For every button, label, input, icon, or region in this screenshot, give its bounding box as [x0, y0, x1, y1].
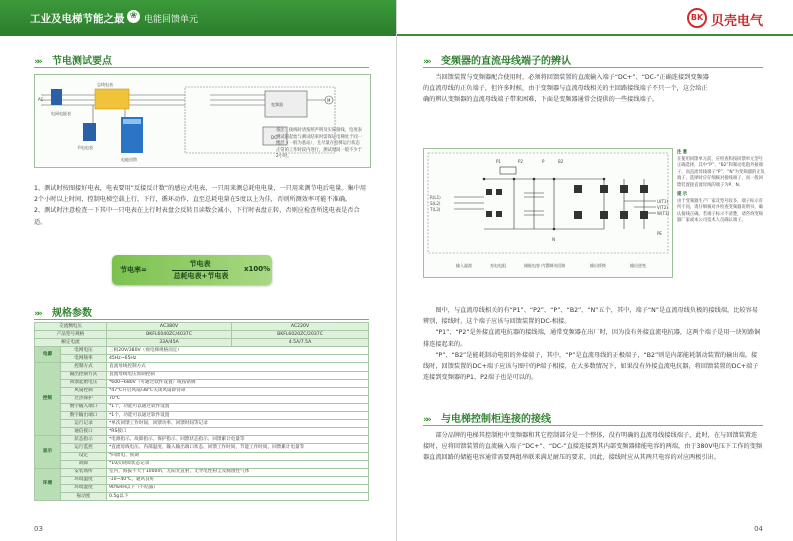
formula-denominator: 总耗电表+节电表	[173, 272, 229, 280]
spec-param-name: 数字输出端口	[61, 412, 107, 420]
spec-value: *电源指示、故障指示、保护指示、回馈状态指示、回馈累计电量等	[107, 436, 369, 444]
spec-param-name: 电网电压	[61, 347, 107, 355]
spec-value: *直流母线电压、内部温度、输入输出端口状态、回馈工作时间、节能工作时间、回馈累计电量等	[107, 444, 369, 452]
spec-header-row	[35, 339, 369, 347]
test-step-1: 1、测试时按图接好电表，电表要用“反接反计数”的感应式电表，一只用来测总耗电电量，一只用来测节电后电量。集中用2个小时以上时间，控制电梯空载上行、下行，循环动作，直至总耗电量在5度以上为佳，否则所测效率可能不准确。	[34, 185, 367, 204]
chevron-icon: »»	[34, 309, 40, 319]
term-p: P	[542, 159, 545, 164]
spec-row	[35, 460, 369, 468]
stage-label: 输入滤波	[456, 263, 472, 268]
spec-value: 0.5g以下	[107, 492, 369, 500]
spec-row	[35, 484, 369, 492]
spec-param-name: 环境湿度	[61, 484, 107, 492]
spec-group: 环境	[35, 468, 61, 500]
section-divider	[34, 319, 369, 320]
terminal-explanation	[423, 305, 763, 383]
figure-note: 备注：接线时请按照声明及实际接线，电度表测试的起始与测试结束时需保证电梯处于同一楼层（一般为基站），且尽量在电梯运行状态正常的工作时段内进行，测试时间一般不少于2小时。	[276, 128, 362, 159]
spec-value: AC220V	[232, 323, 369, 331]
spec-value: *10次故障状态记录	[107, 460, 369, 468]
spec-param-name: 输出控制方式	[61, 371, 107, 379]
term-u: U(T1)	[657, 199, 669, 204]
note-warning: 在使用回馈单元前，应检查和按回馈单元型号正确选择，其中“P”、“B2”和制动电阻外接端子，而直流母线端子“P”、“N”为变频器的正负端子，选择时应仔细核对接线端子，而一般回馈装置接直流母线的端子为P、N。	[677, 156, 765, 188]
spec-param-name: 故障	[61, 460, 107, 468]
label-bus: 总线电表	[97, 82, 113, 87]
spec-value: BKFL6040ZC/4037C	[107, 331, 232, 339]
spec-value: *单次回馈工作时间、回馈功率、回馈时间等记录	[107, 420, 369, 428]
spec-row	[35, 347, 369, 355]
intro-line: 当回馈装置与变频器配合使用时，必须将回馈装置的直流输入端子“DC+”、“DC-”正确连接到变频器	[435, 74, 709, 81]
spec-row	[35, 363, 369, 371]
spec-row	[35, 436, 369, 444]
term-b2: B2	[558, 159, 564, 164]
saving-rate-formula	[112, 255, 272, 285]
spec-row	[35, 371, 369, 379]
spec-param-name: 额定电流	[35, 339, 107, 347]
spec-row	[35, 444, 369, 452]
inverter-circuit-figure	[423, 148, 673, 278]
para-terminals: 图中，与直流母线相关的有“P1”、“P2”、“P”、“B2”、“N”五个，其中，端子“N”是直流母线负极的接线端，比较容易辨别，接线时，这个端子应该与回馈装置的DC-相接。	[423, 307, 758, 326]
para-p-b2: “P”、“B2”是能耗制动电阻的外接端子，其中，“P”是直流母线的正极端子，“B2”则是内部能耗制动装置的输出端。接线时，回馈装置的DC+端子应该与图中的P端子相接，在大多数情况下，如果没有外接直流电抗器，将回馈装置的DC+端子连接到变频器的P1、P2端子也是可以的。	[423, 351, 759, 382]
spec-row	[35, 476, 369, 484]
term-v: V(T2)	[657, 205, 668, 210]
spec-row	[35, 387, 369, 395]
note-title-warning: 注 意	[677, 150, 688, 155]
spec-value: *RS接口	[107, 428, 369, 436]
section-divider	[423, 425, 763, 426]
intro-paragraph	[423, 72, 763, 106]
formula-multiplier: x100%	[244, 265, 271, 273]
spec-param-name: 通信接口	[61, 428, 107, 436]
label-regen: 电能回馈	[121, 157, 137, 162]
brand-logo	[687, 6, 787, 30]
spec-value: AC380V	[107, 323, 232, 331]
spec-param-name: 安装场所	[61, 468, 107, 476]
spec-value: *47℃开启风扇/38℃关闭风扇即待命	[107, 387, 369, 395]
spec-row	[35, 403, 369, 411]
spec-param-name: 电网频率	[61, 355, 107, 363]
section-title-test: »» 节电测试要点	[34, 56, 112, 67]
spec-param-name: 过热保护	[61, 395, 107, 403]
section-title-bus: »» 变频器的直流母线端子的辨认	[423, 56, 571, 67]
inverter-circuit-diagram	[424, 149, 672, 277]
spec-param-name: 运行记录	[61, 420, 107, 428]
test-steps	[34, 183, 369, 228]
spec-param-name: 振动度	[61, 492, 107, 500]
intro-line: 的直流母线的正负端子，但许多时候，由于变频器与直流母线相关的主回路接线端子不只一个，这会给正	[423, 85, 708, 93]
header-title: 工业及电梯节能之最	[30, 13, 125, 25]
spec-param-name: 风扇控制	[61, 387, 107, 395]
header-rule	[397, 34, 793, 36]
spec-group: 显示	[35, 436, 61, 468]
spec-group: 控制	[35, 363, 61, 436]
label-meter-a: 电网电能表	[51, 111, 71, 116]
label-inverter: 变频器	[271, 102, 283, 107]
header-band	[0, 0, 396, 36]
formula-label: 节电率=	[120, 266, 147, 274]
spec-row	[35, 452, 369, 460]
leaf-icon: ❀	[127, 10, 140, 23]
test-step-2: 2、测试时注意检查一下其中一只电表在上行时表盘会反转且读数会减小，下行时表盘正转，否则应检查所选电表是否合适。	[34, 207, 360, 226]
spec-value: *600~680V（可通过软件设置）或按铭牌	[107, 379, 369, 387]
header-subtitle: 电能回馈单元	[144, 15, 199, 25]
page-number-left: 03	[34, 525, 43, 533]
spec-value: *1个，功能可以通过软件设置	[107, 403, 369, 411]
meter-a	[51, 89, 62, 105]
spec-value: *1个，功能可以通过软件设置	[107, 412, 369, 420]
spec-value: -10~40℃，通风良好	[107, 476, 369, 484]
spec-table	[34, 322, 369, 501]
spec-param-name: 交流侧电压	[35, 323, 107, 331]
stage-label: 充电电阻	[490, 263, 506, 268]
stage-label: 输出桥换	[590, 263, 606, 268]
spec-value: 4.5A/7.5A	[232, 339, 369, 347]
term-t: T(L3)	[430, 207, 441, 212]
spec-value: 70℃	[107, 395, 369, 403]
spec-value: *回馈电、预期	[107, 452, 369, 460]
chevron-icon: »»	[423, 57, 429, 67]
spec-row	[35, 468, 369, 476]
spec-row	[35, 379, 369, 387]
stage-label: 储能电容 内置制动回路	[524, 263, 566, 268]
spec-param-name: 数字输入端口	[61, 403, 107, 411]
spec-value: 直流母线控制方式	[107, 363, 369, 371]
spec-group: 电源	[35, 347, 61, 363]
spec-param-name: 运行监控	[61, 444, 107, 452]
spec-value: BKFL6020ZC/2037C	[232, 331, 369, 339]
section-title-spec: »» 规格参数	[34, 308, 92, 319]
spec-param-name: 状态指示	[61, 436, 107, 444]
section-divider	[34, 67, 369, 68]
term-w: W(T3)	[657, 211, 670, 216]
term-p1: P1	[496, 159, 501, 164]
spec-value: 直流母线电压预制控制	[107, 371, 369, 379]
spec-header-row	[35, 323, 369, 331]
page-number-right: 04	[754, 525, 763, 533]
spec-param-name: 设定	[61, 452, 107, 460]
spec-row	[35, 428, 369, 436]
term-s: S(L2)	[430, 201, 441, 206]
side-notes	[677, 150, 765, 225]
label-motor: M	[327, 98, 331, 103]
brand-mark-icon: BK	[687, 8, 707, 28]
spec-param-name: 回馈起始电压	[61, 379, 107, 387]
spec-row	[35, 355, 369, 363]
section-divider	[423, 67, 763, 68]
meter-b	[83, 123, 96, 141]
bus-meter-box	[95, 89, 129, 109]
term-n: N	[552, 237, 555, 242]
label-dc: DC	[271, 135, 277, 140]
spec-row	[35, 420, 369, 428]
para-p1-p2: “P1”、“P2”是外接直流电抗器的接线端，通常变频器在出厂时，因为没有外接直流电抗器，这两个端子是用一块短路铜排连接起来的。	[423, 329, 761, 348]
spec-value: 室内，海拔不大于1000m，无阳光直射，无导电性粉尘及腐蚀性气体	[107, 468, 369, 476]
chevron-icon: »»	[423, 415, 429, 425]
spec-header-row	[35, 331, 369, 339]
spec-value: 三相20V/380V（视电梯规格而定）	[107, 347, 369, 355]
label-meter-b: 节电电表	[77, 145, 93, 150]
term-p2: P2	[518, 159, 523, 164]
elevator-paragraph	[423, 430, 763, 464]
spec-row	[35, 395, 369, 403]
term-pe: PE	[657, 231, 662, 236]
spec-param-name: 产品型号规格	[35, 331, 107, 339]
section-title-elevator: »» 与电梯控制柜连接的接线	[423, 414, 551, 425]
spec-value: 33A/45A	[107, 339, 232, 347]
intro-line: 确的辨认变频器的直流母线端子带来困难，下面是变频器通常会提供的一些接线端子。	[423, 96, 659, 104]
note-title-tip: 提 示	[677, 192, 688, 197]
brand-name: 贝壳电气	[711, 14, 764, 29]
left-page	[0, 0, 396, 541]
right-page	[397, 0, 793, 541]
spec-row	[35, 492, 369, 500]
formula-numerator: 节电表	[172, 259, 228, 271]
term-r: R(L1)	[430, 195, 441, 200]
spec-param-name: 环境温度	[61, 476, 107, 484]
note-tip: 由于变频器生产厂家及型号较多，端子标示有所不同，请仔细核对并检查变频器说明书，确认接线正确。若端子标示不清楚，请咨询变频器厂家或本公司技术人员确认端子。	[677, 198, 763, 223]
spec-value: 90%RH以下（不结露）	[107, 484, 369, 492]
para-elevator: 部分品牌的电梯其控制柜中变频器和其它控制部分是一个整体，没有明确的直流母线接线端子，此时，在与回馈装置连接时，应将回馈装置的直流输入端子“DC+”、“DC-”直接连接到其内部变频器储能电容的两端，由于380V电压下工作的变频器直流回路的储能电容通常需要两组串联来满足耐压的要求，因此，接线时应从其两只电容的对应两极引出。	[423, 432, 763, 462]
spec-value: 45Hz~65Hz	[107, 355, 369, 363]
label-ac: AC	[38, 97, 44, 102]
chevron-icon: »»	[34, 57, 40, 67]
spec-row	[35, 412, 369, 420]
spec-param-name: 控制方式	[61, 363, 107, 371]
stage-label: 输出逆变	[630, 263, 646, 268]
